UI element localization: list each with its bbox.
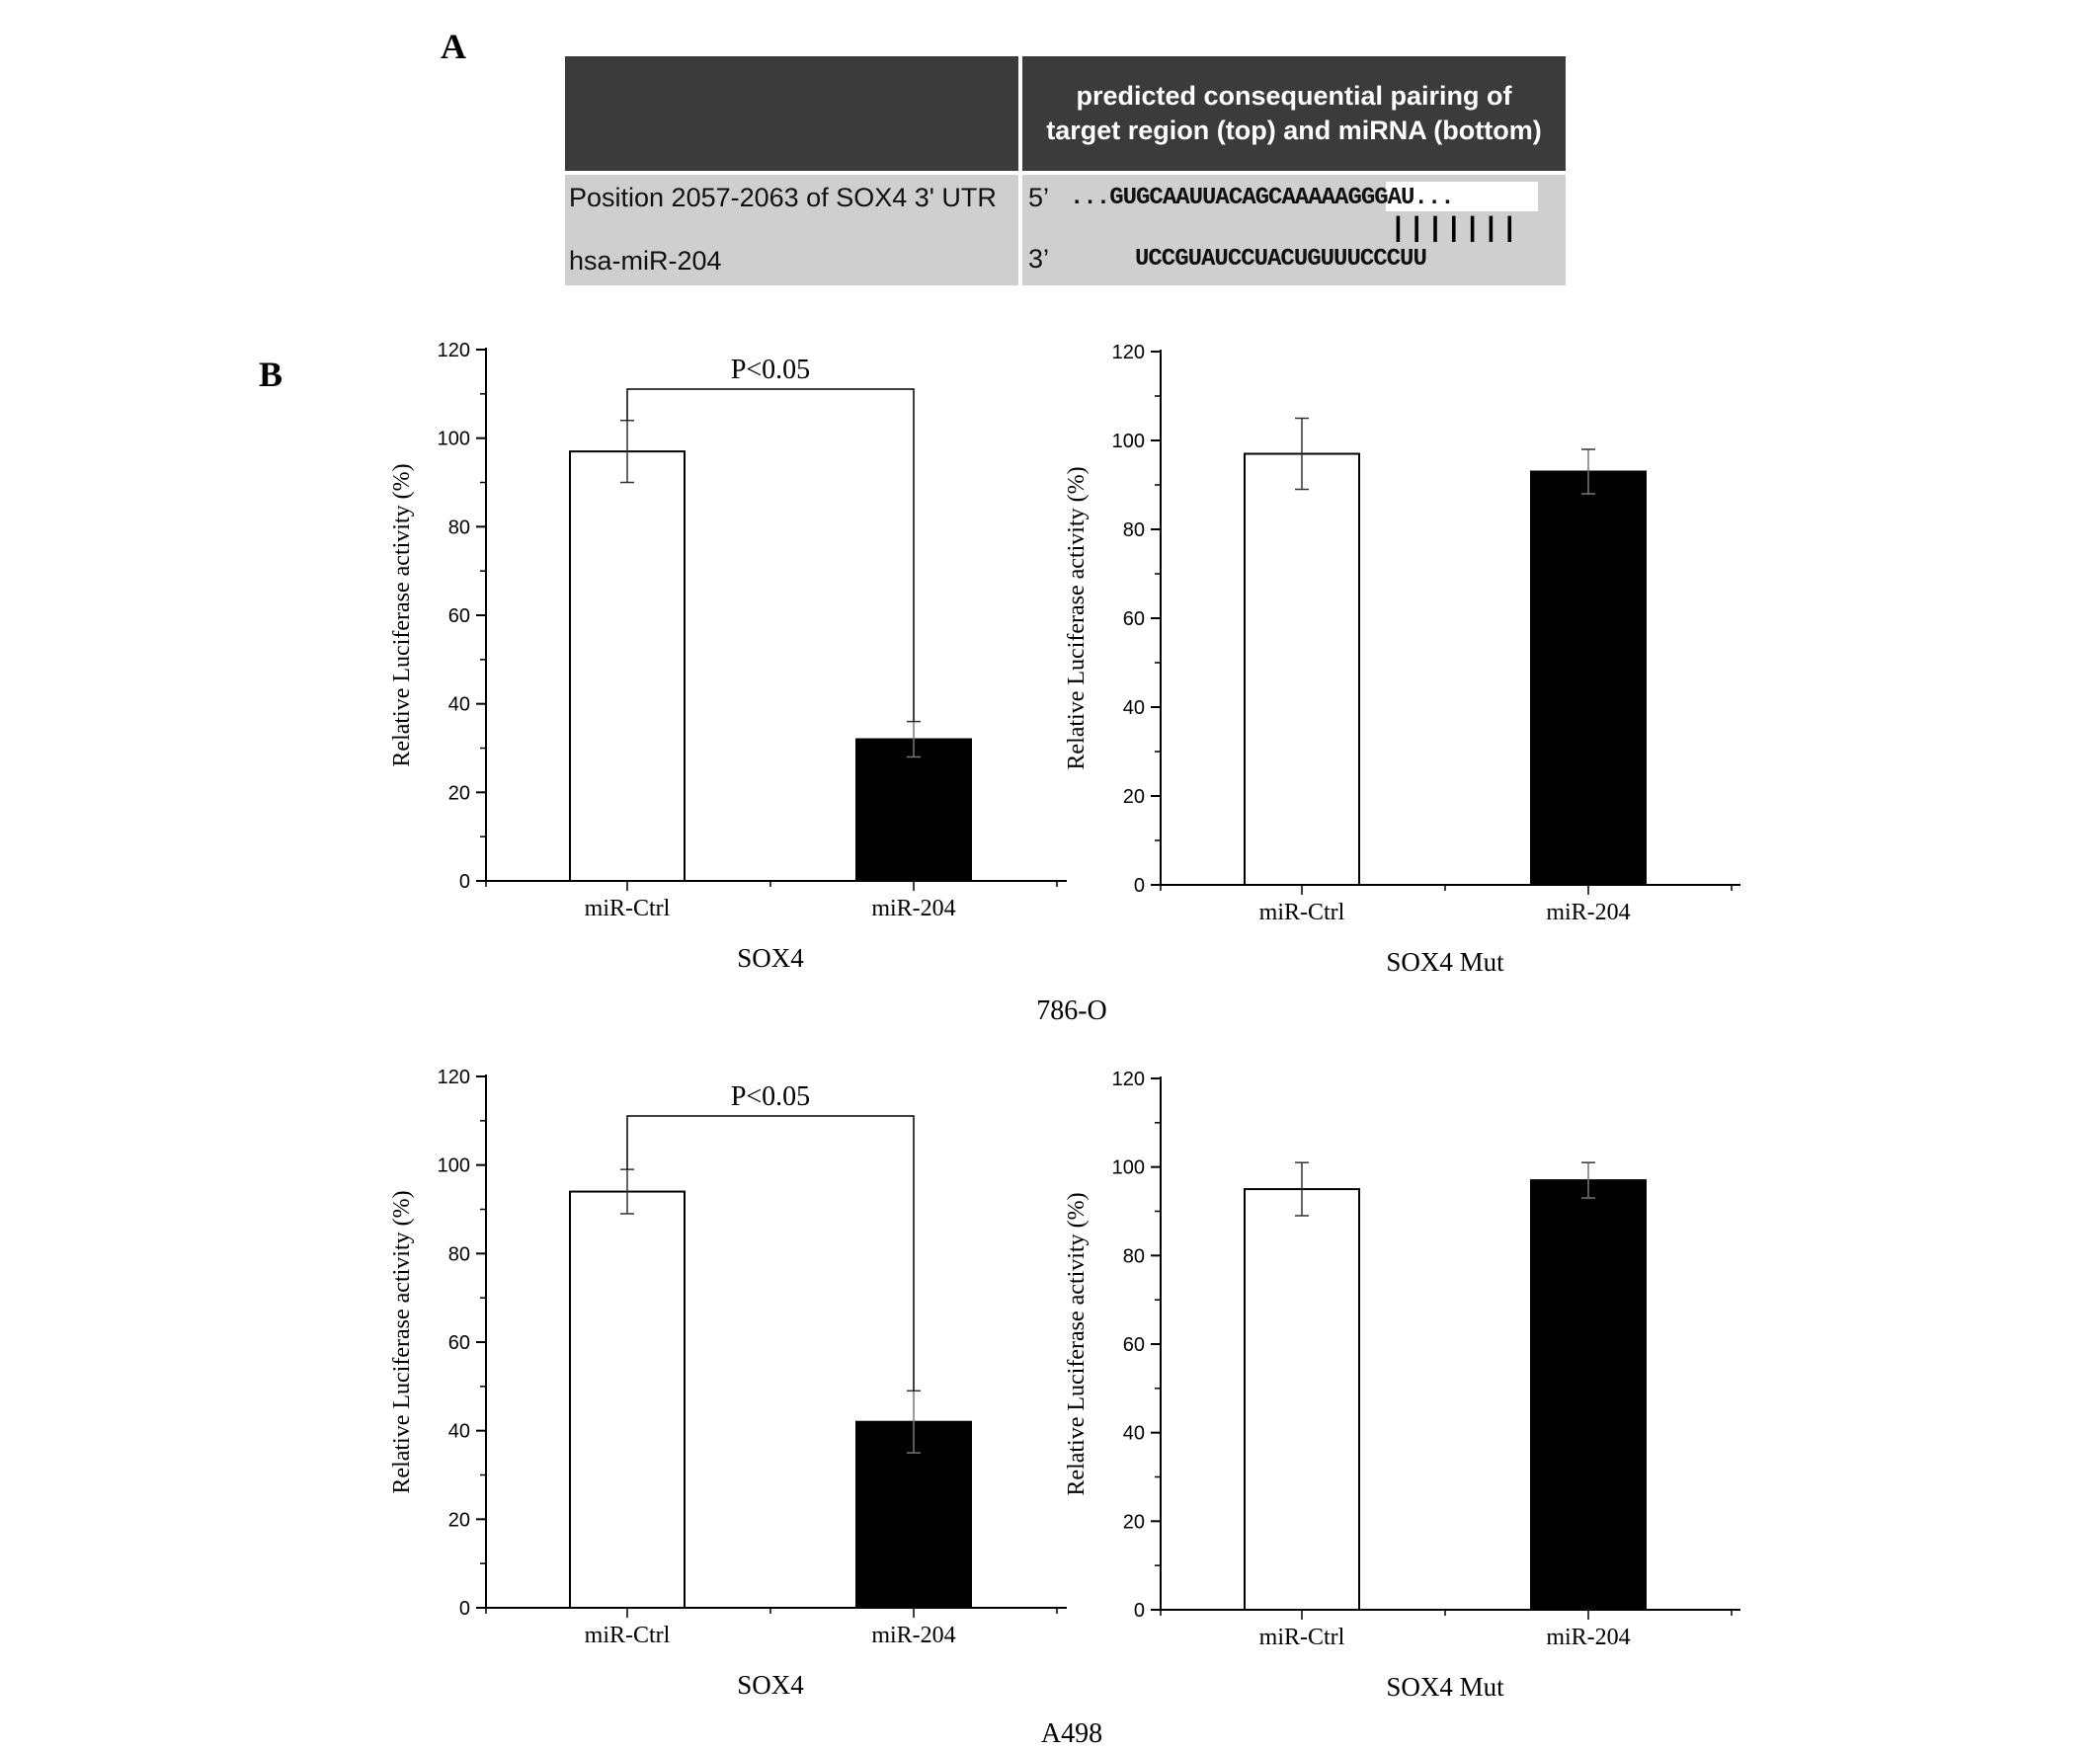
x-category-label: miR-204 — [1546, 900, 1631, 925]
y-tick-label: 80 — [447, 1243, 470, 1266]
y-tick-label: 80 — [447, 517, 470, 539]
y-tick-label: 120 — [437, 340, 470, 361]
y-tick-label: 0 — [458, 871, 470, 893]
y-tick-label: 60 — [1122, 1334, 1145, 1356]
y-tick-label: 20 — [1122, 1511, 1145, 1534]
five-prime-label: 5’ — [1028, 183, 1050, 212]
x-category-label: miR-204 — [871, 896, 956, 921]
y-tick-label: 20 — [1122, 786, 1145, 808]
y-tick-label: 40 — [447, 1420, 470, 1443]
bar-mir-ctrl — [570, 451, 685, 881]
target-sequence: ...GUGCAAUUACAGCAAAAAGGGAU... — [1070, 185, 1454, 211]
y-tick-label: 120 — [437, 1067, 470, 1088]
x-axis-label: SOX4 — [737, 943, 804, 973]
bar-mir-204 — [1531, 472, 1646, 886]
y-tick-label: 100 — [437, 1154, 470, 1177]
x-axis-label: SOX4 — [737, 1670, 804, 1700]
bar-mir-ctrl — [1245, 454, 1359, 886]
y-tick-label: 60 — [447, 605, 470, 627]
pairing-bars: ||||||| — [1390, 214, 1520, 245]
significance-label: P<0.05 — [730, 1081, 811, 1112]
y-tick-label: 60 — [447, 1332, 470, 1354]
y-tick-label: 120 — [1111, 342, 1145, 363]
y-axis-label: Relative Luciferase activity (%) — [1064, 1192, 1090, 1496]
y-tick-label: 40 — [1122, 697, 1145, 719]
y-tick-label: 120 — [1111, 1069, 1145, 1090]
y-tick-label: 100 — [437, 428, 470, 450]
bar-mir-ctrl — [1245, 1189, 1359, 1610]
y-tick-label: 80 — [1122, 519, 1145, 541]
x-axis-label: SOX4 Mut — [1386, 1672, 1504, 1702]
bar-mir-204 — [856, 740, 971, 881]
x-category-label: miR-Ctrl — [584, 1623, 671, 1648]
x-category-label: miR-204 — [1546, 1625, 1631, 1650]
y-axis-label: Relative Luciferase activity (%) — [389, 1190, 415, 1494]
y-axis-label: Relative Luciferase activity (%) — [1064, 466, 1090, 770]
table-header-line-1: predicted consequential pairing of — [1076, 81, 1512, 111]
mirna-sequence: UCCGUAUCCUACUGUUUCCCUU — [1135, 246, 1426, 273]
bar-mir-204 — [1531, 1180, 1646, 1610]
y-tick-label: 80 — [1122, 1245, 1145, 1268]
table-header-line-2: target region (top) and miRNA (bottom) — [1046, 116, 1542, 145]
x-category-label: miR-Ctrl — [584, 896, 671, 921]
panel-b-letter: B — [259, 355, 283, 394]
y-tick-label: 100 — [1111, 431, 1145, 452]
y-tick-label: 0 — [1133, 875, 1145, 897]
chart-1 — [389, 340, 1067, 973]
mirna-name-label: hsa-miR-204 — [569, 246, 722, 276]
y-tick-label: 100 — [1111, 1156, 1145, 1179]
x-category-label: miR-Ctrl — [1258, 1625, 1345, 1650]
y-tick-label: 20 — [447, 782, 470, 805]
y-tick-label: 60 — [1122, 608, 1145, 630]
significance-label: P<0.05 — [730, 355, 811, 385]
y-tick-label: 0 — [458, 1598, 470, 1620]
chart-4 — [1064, 1069, 1740, 1702]
y-tick-label: 40 — [1122, 1422, 1145, 1445]
x-category-label: miR-204 — [871, 1623, 956, 1648]
target-position-label: Position 2057-2063 of SOX4 3' UTR — [569, 183, 997, 212]
y-tick-label: 40 — [447, 693, 470, 716]
cell-line-label-a498: A498 — [1040, 1718, 1103, 1749]
three-prime-label: 3’ — [1028, 244, 1050, 274]
chart-2 — [1064, 342, 1740, 977]
x-axis-label: SOX4 Mut — [1386, 947, 1504, 977]
bar-mir-ctrl — [570, 1192, 685, 1608]
panel-a-letter: A — [441, 27, 466, 66]
y-tick-label: 20 — [447, 1509, 470, 1532]
chart-3 — [389, 1067, 1067, 1700]
y-tick-label: 0 — [1133, 1600, 1145, 1622]
y-axis-label: Relative Luciferase activity (%) — [389, 463, 415, 767]
cell-line-label-786-o: 786-O — [1036, 995, 1107, 1026]
x-category-label: miR-Ctrl — [1258, 900, 1345, 925]
